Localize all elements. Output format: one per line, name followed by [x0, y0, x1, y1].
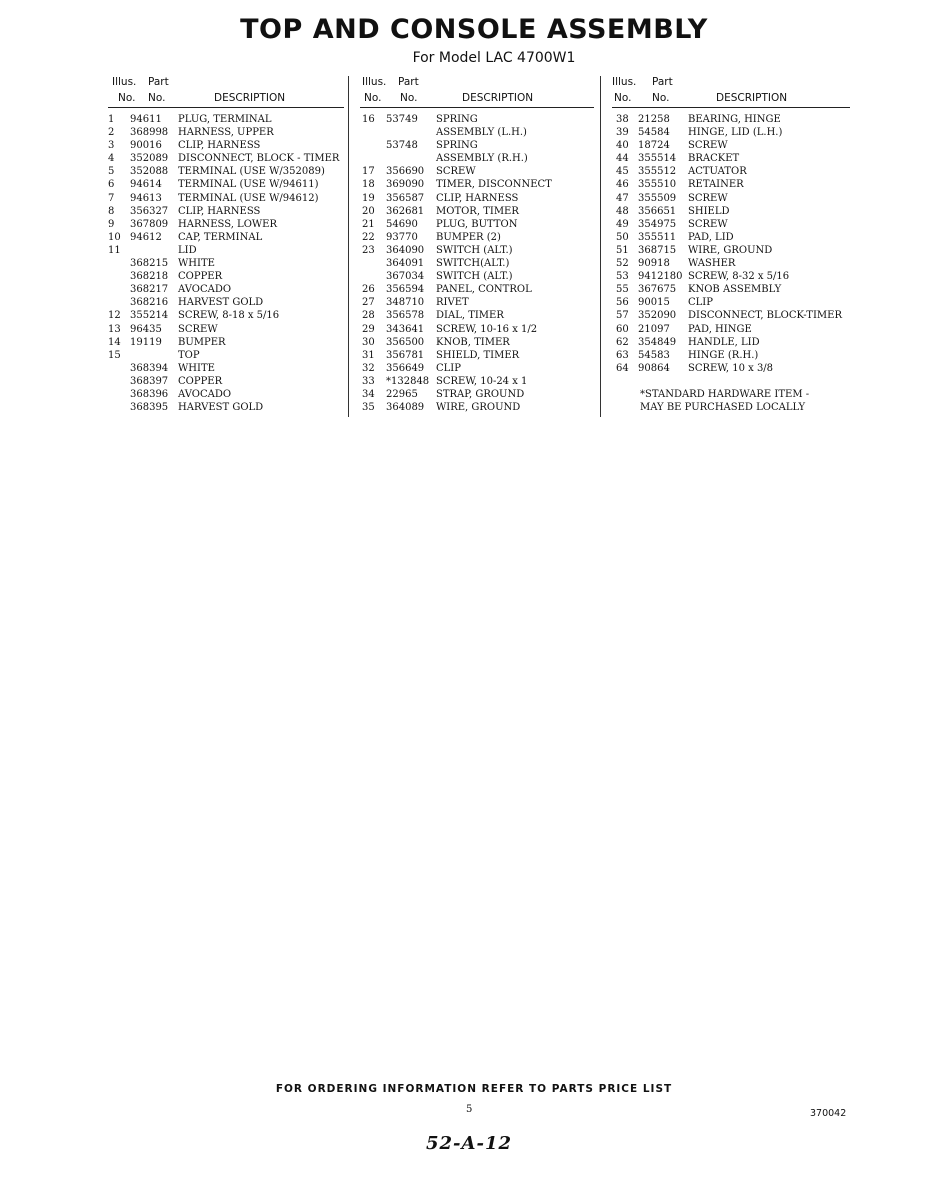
- illus-no-cell: 20: [362, 205, 375, 217]
- header-rule: [360, 107, 594, 108]
- description-cell: SPRING: [436, 114, 478, 125]
- header-rule: [612, 107, 850, 108]
- table-row: [360, 218, 594, 231]
- column-divider: [348, 76, 349, 417]
- part-no-cell: 53749: [386, 114, 418, 125]
- description-header: DESCRIPTION: [716, 92, 788, 104]
- description-cell: HINGE (R.H.): [688, 349, 759, 361]
- part-no-cell: 94613: [130, 192, 162, 204]
- illus-no-cell: 17: [362, 166, 375, 178]
- table-row: [360, 296, 594, 309]
- part-no-cell: 94614: [130, 179, 162, 191]
- table-row: [612, 244, 850, 257]
- description-cell: TERMINAL (USE W/352089): [178, 166, 325, 178]
- table-row: [108, 309, 344, 322]
- table-row: [108, 362, 344, 375]
- parts-list: [360, 113, 594, 414]
- description-cell: SPRING: [436, 140, 478, 152]
- table-row: [612, 152, 850, 165]
- description-cell: MOTOR, TIMER: [436, 205, 519, 217]
- part-no-cell: 9412180: [638, 271, 683, 283]
- description-cell: PAD, HINGE: [688, 323, 752, 335]
- illus-no-cell: 1: [108, 114, 115, 125]
- illus-no-cell: 31: [362, 349, 375, 361]
- description-cell: SCREW, 8-18 x 5/16: [178, 310, 280, 322]
- description-cell: SHIELD: [688, 205, 730, 217]
- description-cell: KNOB, TIMER: [436, 336, 510, 348]
- part-header: Part: [652, 76, 673, 88]
- part-no-cell: 343641: [386, 323, 425, 335]
- illus-no-cell: 33: [362, 375, 375, 387]
- description-cell: BEARING, HINGE: [688, 114, 781, 125]
- table-row: [108, 152, 344, 165]
- description-cell: DIAL, TIMER: [436, 310, 504, 322]
- description-cell: KNOB ASSEMBLY: [688, 284, 782, 296]
- description-cell: ASSEMBLY (L.H.): [436, 127, 527, 139]
- part-no-cell: 367809: [130, 218, 169, 230]
- illus-no-cell: 12: [108, 310, 121, 322]
- illus-no-cell: 40: [616, 140, 629, 152]
- table-row: [108, 231, 344, 244]
- description-cell: HARNESS, UPPER: [178, 127, 274, 139]
- part-no-cell: 362681: [386, 205, 425, 217]
- description-cell: SCREW: [688, 140, 728, 152]
- table-row: [360, 270, 594, 283]
- illus-no-cell: 13: [108, 323, 121, 335]
- part-no-cell: 364090: [386, 244, 425, 256]
- table-row: [360, 126, 594, 139]
- table-row: [108, 283, 344, 296]
- table-row: [108, 165, 344, 178]
- table-row: [108, 257, 344, 270]
- description-cell: CLIP, HARNESS: [178, 140, 261, 152]
- illus-no-header: No.: [118, 92, 136, 104]
- table-row: [108, 296, 344, 309]
- table-row: [360, 375, 594, 388]
- table-row: [360, 205, 594, 218]
- table-row: [108, 113, 344, 126]
- part-no-cell: 94612: [130, 231, 162, 243]
- model-subtitle: For Model LAC 4700W1: [412, 50, 576, 66]
- table-row: [612, 205, 850, 218]
- illus-no-cell: 26: [362, 284, 375, 296]
- illus-no-cell: 5: [108, 166, 115, 178]
- part-no-cell: 348710: [386, 297, 425, 309]
- part-no-header: No.: [400, 92, 418, 104]
- part-no-cell: 19119: [130, 336, 162, 348]
- illus-no-cell: 11: [108, 244, 121, 256]
- description-cell: CLIP: [436, 362, 461, 374]
- table-row: [108, 178, 344, 191]
- description-cell: RIVET: [436, 297, 469, 309]
- description-cell: LID: [178, 244, 197, 256]
- description-cell: WASHER: [688, 258, 736, 270]
- description-cell: ASSEMBLY (R.H.): [436, 153, 528, 165]
- description-cell: HARVEST GOLD: [178, 297, 264, 309]
- illus-no-cell: 8: [108, 205, 115, 217]
- part-no-cell: 368215: [130, 258, 169, 270]
- illus-no-cell: 51: [616, 244, 629, 256]
- description-cell: CLIP, HARNESS: [178, 205, 261, 217]
- illus-no-cell: 16: [362, 114, 375, 125]
- header-rule: [108, 107, 344, 108]
- illus-header: Illus.: [362, 76, 387, 88]
- description-cell: SCREW: [688, 218, 728, 230]
- description-cell: COPPER: [178, 271, 223, 283]
- description-header: DESCRIPTION: [462, 92, 534, 104]
- column-header: [108, 76, 344, 108]
- column-divider: [600, 76, 601, 417]
- table-row: [108, 349, 344, 362]
- part-no-cell: 96435: [130, 323, 162, 335]
- description-cell: PLUG, TERMINAL: [178, 114, 272, 125]
- table-row: [108, 192, 344, 205]
- description-cell: TIMER, DISCONNECT: [436, 179, 552, 191]
- table-row: [360, 178, 594, 191]
- illus-no-cell: 10: [108, 231, 121, 243]
- page-number: 5: [466, 1104, 473, 1115]
- table-row: [108, 336, 344, 349]
- description-cell: HARNESS, LOWER: [178, 218, 277, 230]
- illus-no-cell: 57: [616, 310, 629, 322]
- table-row: [612, 296, 850, 309]
- illus-no-cell: 28: [362, 310, 375, 322]
- part-no-cell: 368397: [130, 375, 169, 387]
- illus-no-header: No.: [614, 92, 632, 104]
- part-no-cell: 356327: [130, 205, 169, 217]
- description-cell: CLIP: [688, 297, 713, 309]
- part-no-cell: 364091: [386, 258, 425, 270]
- part-no-cell: 356578: [386, 310, 425, 322]
- illus-no-cell: 60: [616, 323, 629, 335]
- description-cell: SCREW, 10-24 x 1: [436, 375, 528, 387]
- illus-no-cell: 62: [616, 336, 629, 348]
- illus-no-cell: 30: [362, 336, 375, 348]
- table-row: [108, 401, 344, 414]
- illus-no-header: No.: [364, 92, 382, 104]
- handwritten-annotation: 52-A-12: [426, 1133, 513, 1154]
- description-cell: PLUG, BUTTON: [436, 218, 518, 230]
- table-row: [360, 257, 594, 270]
- illus-no-cell: 27: [362, 297, 375, 309]
- description-cell: BUMPER (2): [436, 231, 501, 243]
- table-row: [360, 139, 594, 152]
- table-row: [108, 218, 344, 231]
- illus-no-cell: 18: [362, 179, 375, 191]
- part-no-header: No.: [652, 92, 670, 104]
- table-row: [360, 283, 594, 296]
- description-cell: HINGE, LID (L.H.): [688, 127, 783, 139]
- part-no-cell: 21097: [638, 323, 670, 335]
- description-cell: SWITCH (ALT.): [436, 244, 513, 256]
- parts-column-1: [108, 76, 344, 414]
- table-row: [360, 113, 594, 126]
- illus-no-cell: 50: [616, 231, 629, 243]
- part-no-cell: 355512: [638, 166, 677, 178]
- table-row: [108, 388, 344, 401]
- table-row: [612, 126, 850, 139]
- part-no-cell: 368998: [130, 127, 169, 139]
- description-cell: COPPER: [178, 375, 223, 387]
- illus-no-cell: 9: [108, 218, 115, 230]
- illus-no-cell: 56: [616, 297, 629, 309]
- description-cell: SCREW, 8-32 x 5/16: [688, 271, 790, 283]
- document-number: 370042: [810, 1108, 847, 1119]
- illus-no-cell: 21: [362, 218, 375, 230]
- page-title: TOP AND CONSOLE ASSEMBLY: [240, 14, 708, 45]
- description-cell: SCREW, 10 x 3/8: [688, 362, 774, 374]
- part-no-cell: 369090: [386, 179, 425, 191]
- description-cell: ACTUATOR: [688, 166, 747, 178]
- description-cell: CLIP, HARNESS: [436, 192, 519, 204]
- column-header: [612, 76, 850, 108]
- table-row: [612, 192, 850, 205]
- illus-no-cell: 63: [616, 349, 629, 361]
- description-cell: WIRE, GROUND: [688, 244, 773, 256]
- part-no-cell: 368217: [130, 284, 169, 296]
- table-row: [612, 257, 850, 270]
- part-no-cell: 90918: [638, 258, 670, 270]
- illus-no-cell: 47: [616, 192, 629, 204]
- part-no-cell: 90015: [638, 297, 670, 309]
- table-row: [612, 362, 850, 375]
- part-no-cell: 54584: [638, 127, 670, 139]
- description-cell: BRACKET: [688, 153, 740, 165]
- table-row: [108, 126, 344, 139]
- hardware-note-line-2: MAY BE PURCHASED LOCALLY: [640, 402, 806, 413]
- description-cell: AVOCADO: [178, 284, 232, 296]
- description-cell: CAP, TERMINAL: [178, 231, 263, 243]
- part-no-cell: 356651: [638, 205, 677, 217]
- illus-no-cell: 29: [362, 323, 375, 335]
- parts-column-2: [360, 76, 594, 414]
- part-no-cell: 355214: [130, 310, 169, 322]
- description-cell: PANEL, CONTROL: [436, 284, 532, 296]
- description-cell: SWITCH(ALT.): [436, 258, 510, 270]
- part-no-cell: 356594: [386, 284, 425, 296]
- illus-no-cell: 19: [362, 192, 375, 204]
- illus-no-cell: 64: [616, 362, 629, 374]
- table-row: [108, 139, 344, 152]
- description-cell: TERMINAL (USE W/94611): [178, 179, 319, 191]
- table-row: [108, 375, 344, 388]
- description-header: DESCRIPTION: [214, 92, 286, 104]
- description-cell: SCREW: [178, 323, 218, 335]
- table-row: [360, 388, 594, 401]
- description-cell: PAD, LID: [688, 231, 734, 243]
- part-no-cell: 54690: [386, 218, 418, 230]
- part-no-cell: 356649: [386, 362, 425, 374]
- description-cell: SWITCH (ALT.): [436, 271, 513, 283]
- description-cell: WHITE: [178, 362, 215, 374]
- part-no-cell: 53748: [386, 140, 418, 152]
- table-row: [612, 231, 850, 244]
- description-cell: DISCONNECT, BLOCK-TIMER: [688, 310, 842, 322]
- part-no-cell: 94611: [130, 114, 162, 125]
- part-no-cell: 355514: [638, 153, 677, 165]
- table-row: [612, 270, 850, 283]
- part-header: Part: [398, 76, 419, 88]
- illus-no-cell: 22: [362, 231, 375, 243]
- part-no-cell: 368216: [130, 297, 169, 309]
- part-no-cell: 90864: [638, 362, 670, 374]
- illus-no-cell: 52: [616, 258, 629, 270]
- part-no-cell: 367675: [638, 284, 677, 296]
- table-row: [108, 270, 344, 283]
- description-cell: TOP: [178, 349, 200, 361]
- illus-no-cell: 44: [616, 153, 629, 165]
- table-row: [612, 283, 850, 296]
- illus-header: Illus.: [612, 76, 637, 88]
- part-no-cell: 354849: [638, 336, 677, 348]
- part-no-cell: 356587: [386, 192, 425, 204]
- part-no-cell: 356500: [386, 336, 425, 348]
- description-cell: SCREW: [436, 166, 476, 178]
- description-cell: RETAINER: [688, 179, 744, 191]
- table-row: [612, 165, 850, 178]
- part-no-cell: 21258: [638, 114, 670, 125]
- description-cell: BUMPER: [178, 336, 226, 348]
- illus-no-cell: 35: [362, 402, 375, 414]
- part-no-cell: 18724: [638, 140, 670, 152]
- illus-no-cell: 53: [616, 271, 629, 283]
- part-no-cell: 356690: [386, 166, 425, 178]
- illus-no-cell: 48: [616, 205, 629, 217]
- table-row: [360, 362, 594, 375]
- table-row: [612, 323, 850, 336]
- table-row: [360, 244, 594, 257]
- illus-no-cell: 6: [108, 179, 115, 191]
- table-row: [108, 244, 344, 257]
- column-header: [360, 76, 594, 108]
- description-cell: TERMINAL (USE W/94612): [178, 192, 319, 204]
- part-no-cell: 368218: [130, 271, 169, 283]
- parts-list: [612, 113, 850, 375]
- description-cell: WIRE, GROUND: [436, 402, 521, 414]
- table-row: [612, 178, 850, 191]
- part-no-cell: 54583: [638, 349, 670, 361]
- part-no-cell: 367034: [386, 271, 425, 283]
- table-row: [612, 349, 850, 362]
- illus-no-cell: 15: [108, 349, 121, 361]
- description-cell: AVOCADO: [178, 388, 232, 400]
- illus-no-cell: 7: [108, 192, 115, 204]
- part-no-cell: 93770: [386, 231, 418, 243]
- part-no-cell: 352090: [638, 310, 677, 322]
- illus-no-cell: 49: [616, 218, 629, 230]
- table-row: [360, 401, 594, 414]
- illus-no-cell: 38: [616, 114, 629, 125]
- table-row: [612, 309, 850, 322]
- part-no-cell: 355511: [638, 231, 677, 243]
- description-cell: STRAP, GROUND: [436, 388, 525, 400]
- table-row: [612, 113, 850, 126]
- illus-no-cell: 39: [616, 127, 629, 139]
- part-no-cell: 356781: [386, 349, 425, 361]
- part-no-cell: 22965: [386, 388, 418, 400]
- table-row: [612, 139, 850, 152]
- part-header: Part: [148, 76, 169, 88]
- part-no-cell: 352088: [130, 166, 169, 178]
- part-no-cell: 368395: [130, 402, 169, 414]
- table-row: [360, 336, 594, 349]
- table-row: [360, 323, 594, 336]
- part-no-cell: 364089: [386, 402, 425, 414]
- ordering-footer: FOR ORDERING INFORMATION REFER TO PARTS PRICE LIST: [275, 1083, 673, 1095]
- description-cell: HANDLE, LID: [688, 336, 760, 348]
- parts-column-3: [612, 76, 850, 374]
- table-row: [360, 192, 594, 205]
- hardware-note-line-1: *STANDARD HARDWARE ITEM -: [640, 389, 810, 400]
- description-cell: HARVEST GOLD: [178, 402, 264, 414]
- part-no-cell: 368396: [130, 388, 169, 400]
- part-no-cell: 355509: [638, 192, 677, 204]
- illus-no-cell: 55: [616, 284, 629, 296]
- illus-no-cell: 32: [362, 362, 375, 374]
- description-cell: DISCONNECT, BLOCK - TIMER: [178, 153, 340, 165]
- table-row: [360, 309, 594, 322]
- part-no-cell: *132848: [386, 375, 430, 387]
- illus-no-cell: 45: [616, 166, 629, 178]
- illus-no-cell: 14: [108, 336, 121, 348]
- table-row: [360, 349, 594, 362]
- table-row: [360, 165, 594, 178]
- illus-no-cell: 46: [616, 179, 629, 191]
- part-no-cell: 90016: [130, 140, 162, 152]
- table-row: [108, 205, 344, 218]
- illus-no-cell: 4: [108, 153, 115, 165]
- table-row: [360, 231, 594, 244]
- illus-no-cell: 23: [362, 244, 375, 256]
- description-cell: SHIELD, TIMER: [436, 349, 520, 361]
- table-row: [612, 218, 850, 231]
- part-no-cell: 368715: [638, 244, 677, 256]
- part-no-cell: 352089: [130, 153, 169, 165]
- table-row: [360, 152, 594, 165]
- part-no-cell: 368394: [130, 362, 169, 374]
- description-cell: SCREW, 10-16 x 1/2: [436, 323, 538, 335]
- illus-no-cell: 3: [108, 140, 115, 152]
- part-no-header: No.: [148, 92, 166, 104]
- table-row: [108, 323, 344, 336]
- table-row: [612, 336, 850, 349]
- illus-header: Illus.: [112, 76, 137, 88]
- part-no-cell: 355510: [638, 179, 677, 191]
- parts-list: [108, 113, 344, 414]
- illus-no-cell: 34: [362, 388, 375, 400]
- illus-no-cell: 2: [108, 127, 115, 139]
- part-no-cell: 354975: [638, 218, 677, 230]
- description-cell: WHITE: [178, 258, 215, 270]
- description-cell: SCREW: [688, 192, 728, 204]
